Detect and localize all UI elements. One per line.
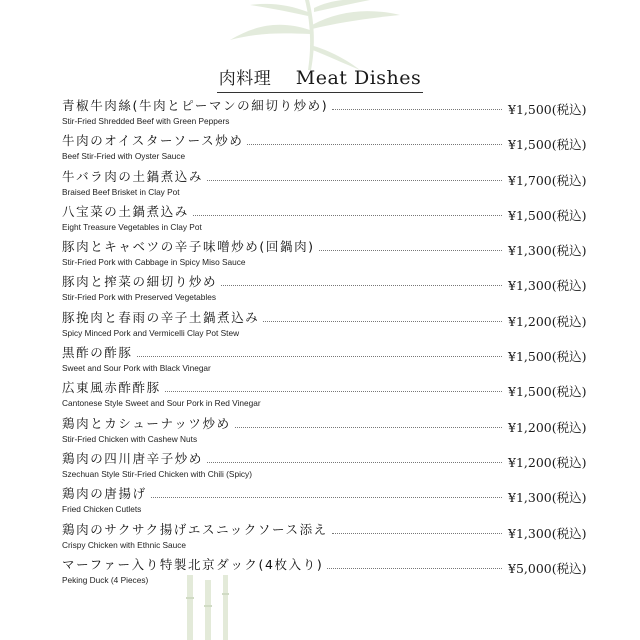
- dish-price: ¥1,500(税込): [508, 207, 587, 223]
- dish-name-en: Stir-Fried Chicken with Cashew Nuts: [62, 433, 198, 444]
- dish-name-ja: 青椒牛肉絲(牛肉とピーマンの細切り炒め): [62, 98, 329, 113]
- dot-leader: [332, 532, 502, 534]
- dish-name-en: Stir-Fried Shredded Beef with Green Peppers: [62, 116, 230, 126]
- menu-item: [62, 378, 587, 413]
- dish-name-en: Stir-Fried Pork with Cabbage in Spicy Miso Sauce: [62, 257, 246, 268]
- dish-name-en: Sweet and Sour Pork with Black Vinegar: [62, 363, 211, 374]
- dish-name-en: Spicy Minced Pork and Vermicelli Clay Pot Stew: [62, 327, 240, 338]
- dish-name-en: Stir-Fried Pork with Preserved Vegetables: [62, 292, 217, 303]
- dish-name-ja: 豚挽肉と春雨の辛子土鍋煮込み: [62, 309, 260, 325]
- dot-leader: [193, 214, 502, 216]
- menu-list: [62, 96, 587, 590]
- menu-item: [62, 237, 587, 272]
- dish-name-ja: 牛肉のオイスターソース炒め: [62, 133, 244, 149]
- dish-name-ja: マーファー入り特製北京ダック(4枚入り): [62, 556, 324, 572]
- dot-leader: [165, 390, 502, 392]
- dish-price: ¥1,200(税込): [508, 419, 587, 435]
- dish-name-en: Fried Chicken Cutlets: [62, 504, 142, 515]
- menu-item: [62, 202, 587, 237]
- dish-name-en: Szechuan Style Stir-Fried Chicken with Chili (Spicy): [62, 468, 252, 479]
- menu-item: [62, 414, 587, 449]
- dish-name-en: Peking Duck (4 Pieces): [62, 574, 149, 585]
- title-en: Meat Dishes: [295, 67, 422, 89]
- menu-item: [62, 167, 587, 202]
- dot-leader: [263, 320, 502, 322]
- dish-price: ¥1,500(税込): [508, 102, 587, 117]
- dish-name-ja: 豚肉と搾菜の細切り炒め: [62, 274, 218, 290]
- menu-item: [62, 308, 587, 343]
- dish-name-en: Beef Stir-Fried with Oyster Sauce: [62, 151, 186, 162]
- dot-leader: [247, 143, 502, 145]
- menu-item: [62, 131, 587, 166]
- menu-item: [62, 520, 587, 555]
- dot-leader: [151, 496, 502, 498]
- dish-price: ¥1,300(税込): [508, 278, 587, 294]
- dish-price: ¥1,200(税込): [508, 313, 587, 329]
- dish-name-en: Braised Beef Brisket in Clay Pot: [62, 186, 180, 197]
- bamboo-leaves-decoration: [210, 0, 410, 70]
- dish-name-ja: 黒酢の酢豚: [62, 345, 133, 361]
- dish-name-ja: 鶏肉の四川唐辛子炒め: [62, 450, 204, 466]
- menu-item: [62, 343, 587, 378]
- dish-price: ¥1,500(税込): [508, 137, 587, 153]
- dot-leader: [332, 108, 502, 110]
- dish-price: ¥1,500(税込): [508, 349, 587, 365]
- dish-price: ¥5,000(税込): [508, 560, 587, 576]
- dish-name-en: Cantonese Style Sweet and Sour Pork in Red Vinegar: [62, 398, 261, 409]
- dish-name-ja: 牛バラ肉の土鍋煮込み: [62, 168, 204, 184]
- dish-name-ja: 鶏肉のサクサク揚げエスニックソース添え: [62, 521, 328, 537]
- dish-name-ja: 八宝菜の土鍋煮込み: [62, 203, 189, 219]
- dot-leader: [137, 355, 502, 357]
- dish-price: ¥1,700(税込): [508, 172, 587, 188]
- dish-price: ¥1,500(税込): [508, 384, 587, 400]
- dish-price: ¥1,200(税込): [508, 454, 587, 470]
- dish-name-ja: 鶏肉とカシューナッツ炒め: [62, 415, 231, 431]
- dish-price: ¥1,300(税込): [508, 243, 587, 259]
- dot-leader: [327, 567, 502, 569]
- menu-item: [62, 96, 587, 131]
- dish-name-en: Crispy Chicken with Ethnic Sauce: [62, 539, 187, 550]
- dish-price: ¥1,300(税込): [508, 490, 587, 506]
- dish-name-en: Eight Treasure Vegetables in Clay Pot: [62, 221, 202, 232]
- dot-leader: [207, 461, 502, 463]
- menu-item: [62, 449, 587, 484]
- dot-leader: [319, 249, 502, 251]
- dot-leader: [207, 179, 502, 181]
- dish-name-ja: 広東風赤酢酢豚: [62, 380, 161, 396]
- title-ja: 肉料理: [218, 69, 272, 89]
- menu-item: [62, 272, 587, 307]
- menu-item: [62, 555, 587, 590]
- dish-price: ¥1,300(税込): [508, 525, 587, 541]
- dot-leader: [235, 426, 502, 428]
- menu-item: [62, 484, 587, 519]
- page-title: [0, 64, 640, 93]
- dish-name-ja: 鶏肉の唐揚げ: [62, 486, 147, 502]
- dish-name-ja: 豚肉とキャベツの辛子味噌炒め(回鍋肉): [62, 239, 315, 255]
- dot-leader: [221, 284, 502, 286]
